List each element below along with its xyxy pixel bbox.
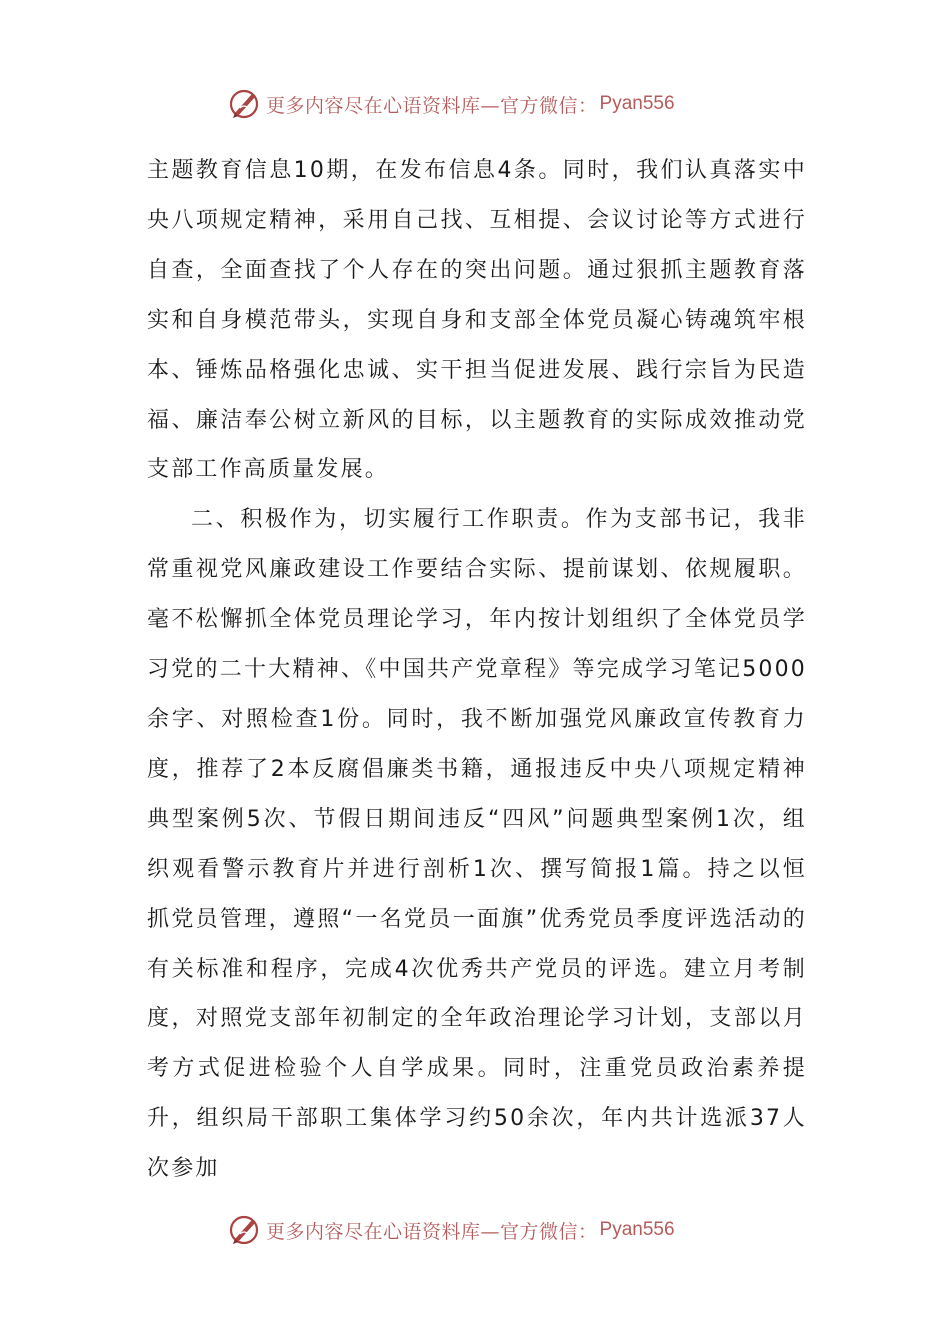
pen-logo-icon	[226, 1212, 262, 1248]
document-body	[147, 146, 807, 1194]
pen-logo-icon	[226, 86, 262, 122]
footer-banner-id: Pyan556	[599, 1219, 675, 1240]
header-banner	[226, 84, 746, 124]
header-banner-text: 更多内容尽在心语资料库—官方微信：	[266, 94, 598, 117]
footer-banner	[226, 1210, 746, 1250]
footer-banner-text: 更多内容尽在心语资料库—官方微信：	[266, 1220, 598, 1243]
header-banner-id: Pyan556	[599, 93, 675, 114]
paragraph-2: 二、积极作为，切实履行工作职责。作为支部书记，我非常重视党风廉政建设工作要结合实际、提前谋划、依规履职。毫不松懈抓全体党员理论学习，年内按计划组织了全体党员学习党的二十大精神、《中国共产党章程》等完成学习笔记5000余字、对照检查1份。同时，我不断加强党风廉政宣传教育力度，推荐了2本反腐倡廉类书籍，通报违反中央八项规定精神典型案例5次、节假日期间违反“四风”问题典型案例1次，组织观看警示教育片并进行剖析1次、撰写简报1篇。持之以恒抓党员管理，遵照“一名党员一面旗”优秀党员季度评选活动的有关标准和程序，完成4次优秀共产党员的评选。建立月考制度，对照党支部年初制定的全年政治理论学习计划，支部以月考方式促进检验个人自学成果。同时，注重党员政治素养提升，组织局干部职工集体学习约50余次，年内共计选派37人次参加	[147, 507, 807, 1182]
paragraph-1: 主题教育信息10期，在发布信息4条。同时，我们认真落实中央八项规定精神，采用自己找、互相提、会议讨论等方式进行自查，全面查找了个人存在的突出问题。通过狠抓主题教育落实和自身模范带头，实现自身和支部全体党员凝心铸魂筑牢根本、锤炼品格强化忠诚、实干担当促进发展、践行宗旨为民造福、廉洁奉公树立新风的目标，以主题教育的实际成效推动党支部工作高质量发展。	[147, 158, 807, 483]
